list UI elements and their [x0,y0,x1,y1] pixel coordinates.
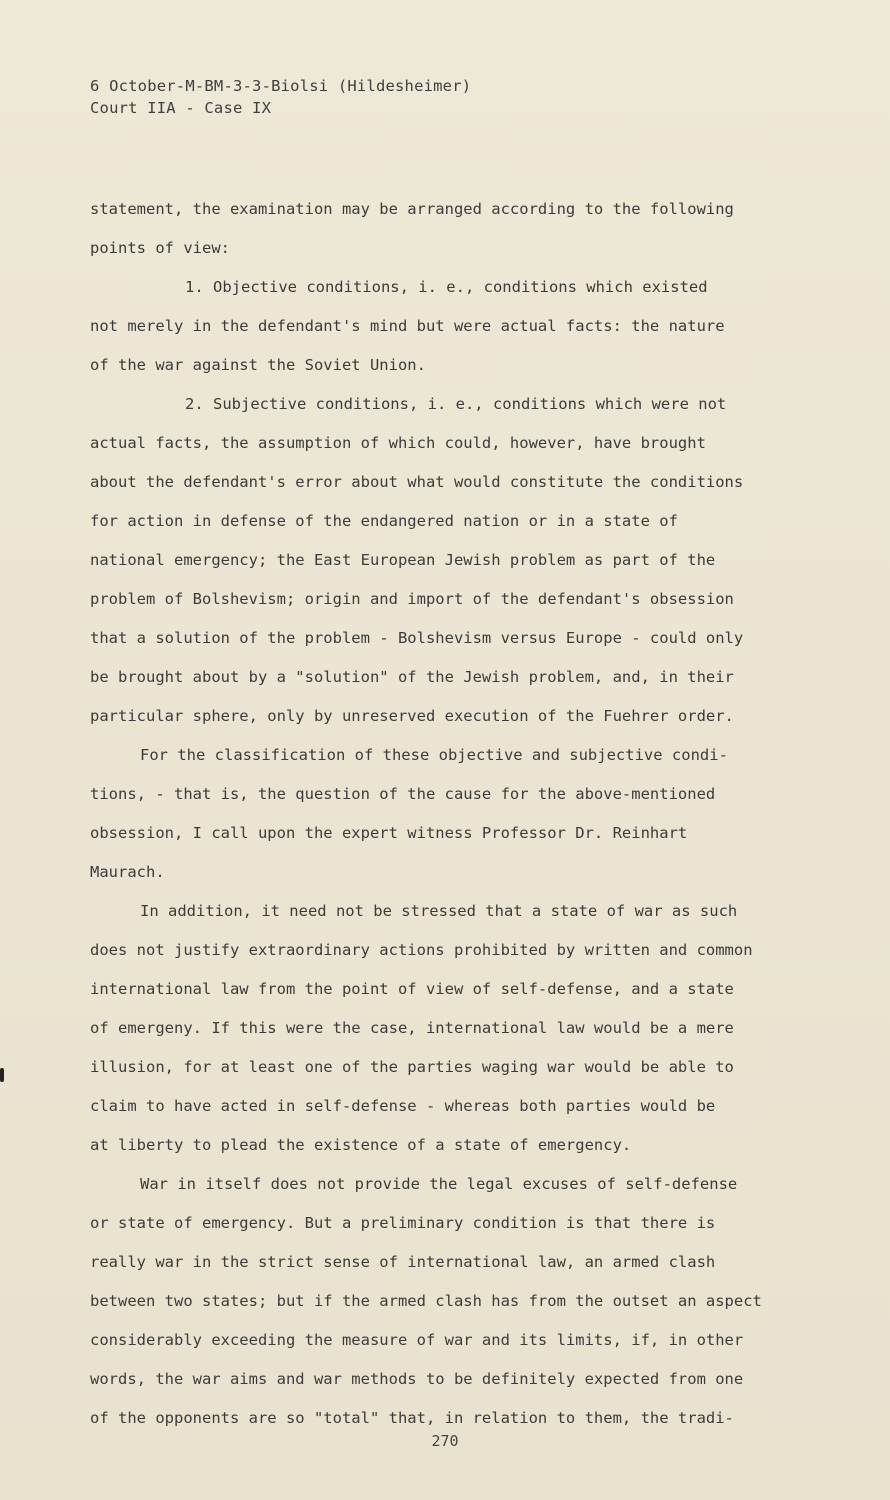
text-line: 1. Objective conditions, i. e., conditions which existed [185,278,708,296]
text-line: not merely in the defendant's mind but were actual facts: the nature [90,317,725,335]
text-line: Maurach. [90,863,165,881]
text-line: between two states; but if the armed clash has from the outset an aspect [90,1292,762,1310]
text-line: For the classification of these objective and subjective condi- [140,746,728,764]
text-line: or state of emergency. But a preliminary condition is that there is [90,1214,716,1232]
margin-ink-mark [0,1068,4,1082]
text-line: does not justify extraordinary actions prohibited by written and common [90,941,753,959]
text-line: about the defendant's error about what would constitute the conditions [90,473,744,491]
document-header [90,75,471,119]
text-line: that a solution of the problem - Bolshevism versus Europe - could only [90,629,744,647]
text-line: at liberty to plead the existence of a state of emergency. [90,1136,632,1154]
text-line: statement, the examination may be arranged according to the following [90,200,734,218]
header-line-1: 6 October-M-BM-3-3-Biolsi (Hildesheimer) [90,77,472,95]
text-line: particular sphere, only by unreserved execution of the Fuehrer order. [90,707,734,725]
text-line: In addition, it need not be stressed that a state of war as such [140,902,738,920]
text-line: really war in the strict sense of international law, an armed clash [90,1253,716,1271]
header-line-2: Court IIA - Case IX [90,99,272,117]
text-line: of emergeny. If this were the case, international law would be a mere [90,1019,734,1037]
text-line: points of view: [90,239,230,257]
text-line: illusion, for at least one of the parties waging war would be able to [90,1058,734,1076]
text-line: for action in defense of the endangered nation or in a state of [90,512,678,530]
text-line: of the opponents are so "total" that, in relation to them, the tradi- [90,1409,734,1427]
text-line: problem of Bolshevism; origin and import of the defendant's obsession [90,590,734,608]
text-line: national emergency; the East European Jewish problem as part of the [90,551,716,569]
text-line: actual facts, the assumption of which could, however, have brought [90,434,706,452]
text-line: claim to have acted in self-defense - whereas both parties would be [90,1097,716,1115]
document-body [90,190,790,1438]
text-line: considerably exceeding the measure of war and its limits, if, in other [90,1331,744,1349]
page-number: 270 [431,1432,459,1450]
text-line: tions, - that is, the question of the cause for the above-mentioned [90,785,716,803]
text-line: 2. Subjective conditions, i. e., conditions which were not [185,395,727,413]
text-line: of the war against the Soviet Union. [90,356,426,374]
text-line: obsession, I call upon the expert witness Professor Dr. Reinhart [90,824,688,842]
text-line: words, the war aims and war methods to be definitely expected from one [90,1370,744,1388]
text-line: War in itself does not provide the legal excuses of self-defense [140,1175,738,1193]
text-line: international law from the point of view of self-defense, and a state [90,980,734,998]
text-line: be brought about by a "solution" of the Jewish problem, and, in their [90,668,734,686]
